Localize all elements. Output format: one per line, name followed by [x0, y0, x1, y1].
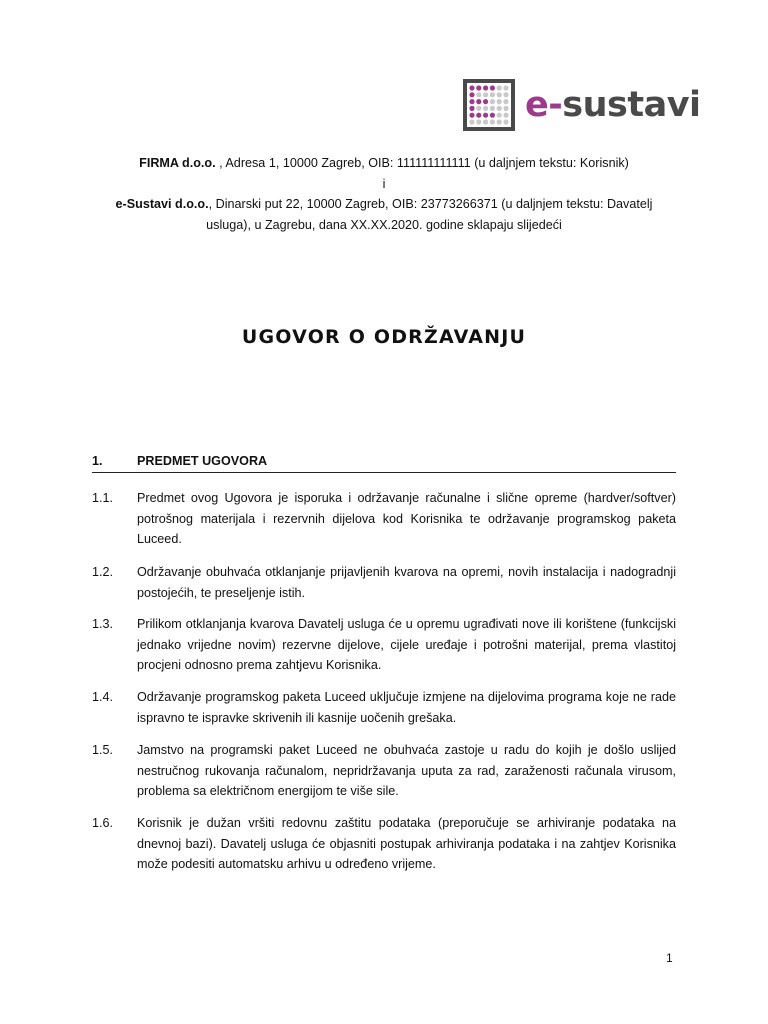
logo-dot [469, 106, 474, 111]
logo-dot [503, 85, 508, 90]
clause-1-6 [92, 813, 676, 875]
contract-parties [92, 153, 676, 235]
logo-dot [490, 99, 495, 104]
logo-dot [476, 92, 481, 97]
logo-text-e: e [525, 84, 549, 125]
logo-dot [469, 92, 474, 97]
clause-number: 1.1. [92, 491, 114, 505]
clause-number: 1.2. [92, 565, 114, 579]
clause-text: Održavanje programskog paketa Luceed uključuje izmjene na dijelovima programa koje ne rade ispravno te ispravke skrivenih ili kasnije uočenih grešaka. [137, 690, 676, 725]
logo-dot [469, 85, 474, 90]
logo-wordmark [525, 84, 701, 125]
clause-text: Korisnik je dužan vršiti redovnu zaštitu podataka (preporučuje se arhiviranje podataka na dnevnoj bazi). Davatelj usluga će objasniti postupak arhiviranja podataka i na zahtjev Korisnika može podesiti automatsku arhivu u određeno vrijeme. [137, 816, 676, 871]
logo-text-dash: - [548, 84, 563, 125]
clause-number: 1.3. [92, 617, 114, 631]
logo-dot [469, 119, 474, 124]
party-client [92, 153, 676, 174]
section-heading [92, 452, 676, 473]
logo-dot [497, 106, 502, 111]
logo-dot [503, 106, 508, 111]
clause-text: Jamstvo na programski paket Luceed ne obuhvaća zastoje u radu do kojih je došlo uslijed nestručnog rukovanja računalom, nepridržavanja uputa za rad, zaraženosti računala virusom, problema sa električnom energijom te više sile. [137, 743, 676, 798]
logo-dot [476, 85, 481, 90]
logo-grid-icon [463, 79, 515, 131]
logo-dot [483, 113, 488, 118]
logo-dot [497, 119, 502, 124]
logo-dot [503, 119, 508, 124]
logo-dot [490, 113, 495, 118]
section-title: PREDMET UGOVORA [137, 454, 268, 468]
logo-dot [483, 119, 488, 124]
logo-dot [476, 99, 481, 104]
clause-number: 1.5. [92, 743, 114, 757]
logo-dot [503, 113, 508, 118]
clause-1-2 [92, 562, 676, 603]
clause-text: Prilikom otklanjanja kvarova Davatelj usluga će u opremu ugrađivati nove ili korištene (funkcijski jednako vrijedne novim) rezervne dijelove, cijele uređaje i potrošni materijal, prema vlastitoj procjeni odnosno prema zahtjevu Korisnika. [137, 617, 676, 672]
party-provider [92, 194, 676, 235]
logo-dot [469, 113, 474, 118]
e-sustavi-logo [463, 76, 701, 134]
logo-dot [490, 92, 495, 97]
party-client-details: , Adresa 1, 10000 Zagreb, OIB: 111111111111 (u daljnjem tekstu: Korisnik) [215, 156, 629, 170]
clause-number: 1.4. [92, 690, 114, 704]
logo-text-rest: sustavi [562, 84, 701, 125]
logo-dot [469, 99, 474, 104]
clause-1-3 [92, 614, 676, 676]
clause-text: Predmet ovog Ugovora je isporuka i održavanje računalne i slične opreme (hardver/softver) potrošnog materijala i rezervnih dijelova kod Korisnika te održavanje programskog paketa Luceed. [137, 491, 676, 546]
party-client-name: FIRMA d.o.o. [139, 156, 216, 170]
logo-dot [483, 106, 488, 111]
logo-dot [490, 106, 495, 111]
logo-dot [476, 113, 481, 118]
document-title: UGOVOR O ODRŽAVANJU [241, 326, 527, 348]
page-number: 1 [666, 951, 673, 965]
section-number: 1. [92, 454, 103, 468]
logo-dot [497, 99, 502, 104]
logo-dot [497, 85, 502, 90]
logo-dot [483, 85, 488, 90]
party-provider-name: e-Sustavi d.o.o. [115, 197, 209, 211]
clause-number: 1.6. [92, 816, 114, 830]
logo-dot [490, 119, 495, 124]
logo-dot [503, 92, 508, 97]
logo-dot [483, 92, 488, 97]
party-conjunction: i [382, 176, 386, 191]
clause-1-1 [92, 488, 676, 550]
logo-dot [497, 113, 502, 118]
logo-dot [497, 92, 502, 97]
party-provider-details: , Dinarski put 22, 10000 Zagreb, OIB: 23773266371 (u daljnjem tekstu: Davatelj usluga), u Zagrebu, dana XX.XX.2020. godine sklapaju slijedeći [206, 197, 653, 232]
logo-dot [476, 119, 481, 124]
clause-1-4 [92, 687, 676, 728]
clause-text: Održavanje obuhvaća otklanjanje prijavljenih kvarova na opremi, novih instalacija i nadogradnji postojećih, te preseljenje istih. [137, 565, 676, 600]
logo-dot [490, 85, 495, 90]
logo-dot [503, 99, 508, 104]
clause-1-5 [92, 740, 676, 802]
logo-dot [483, 99, 488, 104]
logo-dot [476, 106, 481, 111]
